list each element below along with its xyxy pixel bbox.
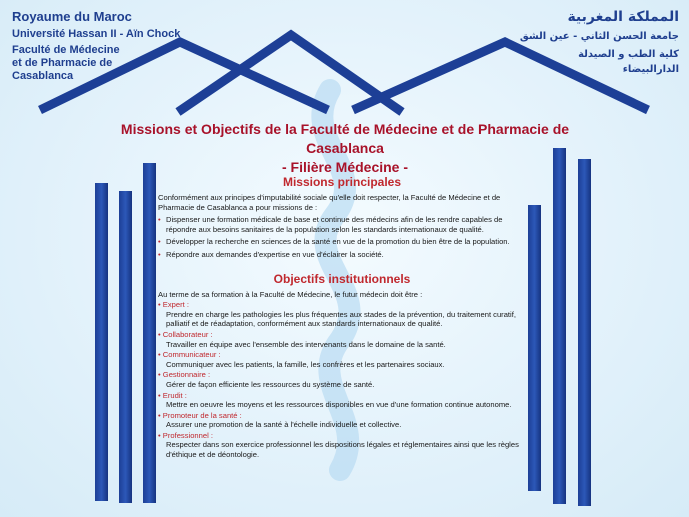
list-item: [158, 391, 526, 410]
objectives-intro: Au terme de sa formation à la Faculté de Médecine, le futur médecin doit être :: [158, 289, 423, 299]
list-item: [158, 330, 526, 349]
list-item: [158, 215, 526, 234]
mission-text: Dispenser une formation médicale de base et continue des médecins afin de les rendre capables de répondre aux besoins sanitaires de la population selon les standards internationaux de qualité.: [166, 215, 503, 234]
pillar: [578, 159, 591, 506]
role-title: • Erudit :: [158, 390, 187, 400]
pillar: [528, 205, 541, 491]
role-title: • Promoteur de la santé :: [158, 410, 242, 420]
role-title: • Communicateur :: [158, 350, 221, 360]
mission-text: Répondre aux demandes d'expertise en vue d'éclairer la société.: [166, 249, 384, 259]
role-title: • Gestionnaire :: [158, 370, 211, 380]
title-line-1: Missions et Objectifs de la Faculté de Médecine et de Pharmacie de Casablanca: [120, 121, 570, 156]
pillar: [143, 163, 156, 503]
role-desc: Respecter dans son exercice professionnel les dispositions légales et réglementaires ainsi que les règles d'éthique et de déontologie.: [166, 440, 519, 460]
page-title: [95, 120, 595, 177]
country-label: Royaume du Maroc: [12, 9, 132, 24]
role-desc: Communiquer avec les patients, la famille, les confrères et les partenaires sociaux.: [166, 359, 445, 369]
list-item: [158, 431, 526, 460]
list-item: [158, 237, 526, 247]
role-desc: Travailler en équipe avec l'ensemble des intervenants dans le domaine de la santé.: [166, 339, 446, 349]
missions-intro: Conformément aux principes d'imputabilité sociale qu'elle doit respecter, la Faculté de Médecine et de Pharmacie de Casablanca a pour missions de :: [158, 193, 501, 212]
bullet-icon: •: [158, 237, 161, 247]
role-desc: Mettre en oeuvre les moyens et les ressources disponibles en vue d'une formation continue autonome.: [166, 400, 512, 410]
list-item: [158, 411, 526, 430]
role-title: • Expert :: [158, 300, 189, 310]
university-label: Université Hassan II - Aïn Chock: [12, 28, 181, 40]
list-item: [158, 350, 526, 369]
pillar: [119, 191, 132, 503]
university-label-ar: جامعة الحسن الثاني - عين الشق: [519, 31, 679, 42]
role-desc: Assurer une promotion de la santé à l'échelle individuelle et collective.: [166, 420, 402, 430]
role-desc: Prendre en charge les pathologies les plus fréquentes aux stades de la prévention, du traitement curatif, palliatif et de réadaptation, conformément aux standards internationaux de qualité.: [166, 309, 516, 329]
role-desc: Gérer de façon efficiente les ressources du système de santé.: [166, 379, 375, 389]
role-title: • Professionnel :: [158, 430, 214, 440]
title-line-2: - Filière Médecine -: [281, 159, 409, 175]
pillar: [553, 148, 566, 504]
country-label-ar: المملكة المغربية: [567, 9, 679, 25]
missions-heading: Missions principales: [282, 175, 402, 189]
list-item: [158, 250, 526, 260]
mission-text: Développer la recherche en sciences de la santé en vue de la promotion du bien être de la population.: [166, 237, 510, 247]
bullet-icon: •: [158, 215, 161, 225]
role-title: • Collaborateur :: [158, 329, 213, 339]
faculty-label: Faculté de Médecine et de Pharmacie de Casablanca: [12, 44, 120, 82]
list-item: [158, 370, 526, 389]
header-right: [520, 9, 679, 77]
header-left: [12, 9, 180, 83]
faculty-label-ar: كلية الطب و الصيدلة الدارالبيضاء: [578, 49, 679, 75]
bullet-icon: •: [158, 249, 161, 259]
list-item: [158, 300, 526, 329]
pillar: [95, 183, 108, 501]
objectives-heading: Objectifs institutionnels: [273, 271, 411, 286]
content-panel: [158, 174, 526, 460]
